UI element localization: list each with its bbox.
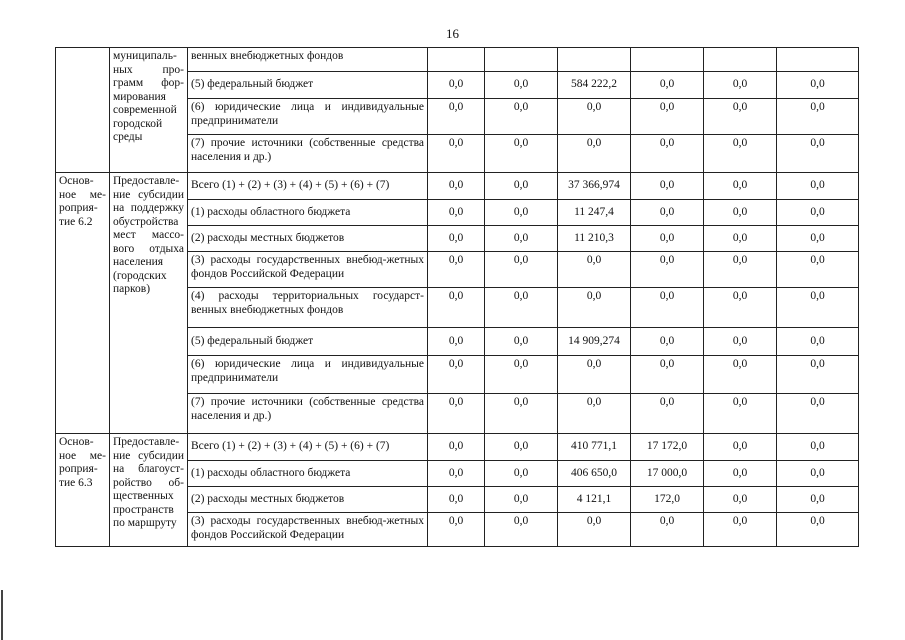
value-cell: 0,0	[485, 135, 558, 173]
value-cell	[777, 48, 859, 72]
value-cell: 0,0	[428, 394, 485, 434]
funding-source-cell: Всего (1) + (2) + (3) + (4) + (5) + (6) + (7)	[188, 173, 428, 200]
scan-edge-mark	[1, 590, 3, 640]
value-cell: 0,0	[631, 513, 704, 547]
value-cell: 0,0	[777, 394, 859, 434]
value-cell: 0,0	[485, 99, 558, 135]
table-row	[56, 434, 859, 461]
value-cell: 0,0	[428, 487, 485, 513]
value-cell: 0,0	[704, 252, 777, 288]
value-cell: 0,0	[485, 252, 558, 288]
value-cell: 11 247,4	[558, 200, 631, 226]
value-cell: 0,0	[704, 356, 777, 394]
value-cell: 0,0	[428, 200, 485, 226]
value-cell: 0,0	[558, 135, 631, 173]
value-cell: 0,0	[777, 135, 859, 173]
value-cell: 0,0	[704, 394, 777, 434]
value-cell: 0,0	[704, 173, 777, 200]
funding-source-cell: (1) расходы областного бюджета	[188, 200, 428, 226]
funding-source-cell: (5) федеральный бюджет	[188, 72, 428, 99]
value-cell: 0,0	[777, 328, 859, 356]
value-cell: 0,0	[428, 288, 485, 328]
value-cell: 0,0	[631, 394, 704, 434]
value-cell: 0,0	[704, 99, 777, 135]
value-cell	[558, 48, 631, 72]
value-cell: 0,0	[777, 461, 859, 487]
value-cell: 584 222,2	[558, 72, 631, 99]
value-cell: 0,0	[777, 487, 859, 513]
value-cell: 0,0	[777, 288, 859, 328]
value-cell: 0,0	[428, 173, 485, 200]
value-cell: 0,0	[485, 394, 558, 434]
funding-source-cell: (6) юридические лица и индивидуальные предприниматели	[188, 356, 428, 394]
funding-source-cell: (1) расходы областного бюджета	[188, 461, 428, 487]
value-cell: 0,0	[777, 72, 859, 99]
value-cell: 0,0	[428, 135, 485, 173]
value-cell: 0,0	[558, 394, 631, 434]
value-cell: 0,0	[631, 173, 704, 200]
value-cell: 172,0	[631, 487, 704, 513]
table-row	[56, 48, 859, 72]
value-cell: 0,0	[428, 513, 485, 547]
event-cell	[56, 48, 110, 173]
value-cell: 0,0	[704, 72, 777, 99]
value-cell: 17 000,0	[631, 461, 704, 487]
value-cell: 0,0	[704, 328, 777, 356]
value-cell: 0,0	[631, 288, 704, 328]
value-cell: 0,0	[631, 200, 704, 226]
value-cell: 0,0	[777, 226, 859, 252]
funding-source-cell: (2) расходы местных бюджетов	[188, 487, 428, 513]
value-cell: 0,0	[428, 356, 485, 394]
table-row	[56, 173, 859, 200]
value-cell	[485, 48, 558, 72]
value-cell: 0,0	[558, 513, 631, 547]
value-cell: 0,0	[704, 288, 777, 328]
budget-table	[55, 47, 859, 547]
funding-source-cell: (7) прочие источники (собственные средства населения и др.)	[188, 135, 428, 173]
value-cell: 0,0	[558, 356, 631, 394]
value-cell: 0,0	[485, 461, 558, 487]
value-cell	[631, 48, 704, 72]
value-cell: 0,0	[704, 434, 777, 461]
value-cell: 0,0	[631, 328, 704, 356]
value-cell: 406 650,0	[558, 461, 631, 487]
value-cell: 0,0	[704, 135, 777, 173]
value-cell: 0,0	[777, 434, 859, 461]
value-cell: 0,0	[631, 72, 704, 99]
value-cell: 0,0	[704, 461, 777, 487]
value-cell: 0,0	[485, 434, 558, 461]
funding-source-cell: (6) юридические лица и индивидуальные предприниматели	[188, 99, 428, 135]
value-cell: 0,0	[631, 135, 704, 173]
value-cell: 0,0	[428, 72, 485, 99]
value-cell: 0,0	[558, 252, 631, 288]
funding-source-cell: (5) федеральный бюджет	[188, 328, 428, 356]
value-cell: 0,0	[631, 226, 704, 252]
funding-source-cell: (7) прочие источники (собственные средства населения и др.)	[188, 394, 428, 434]
value-cell: 0,0	[558, 99, 631, 135]
value-cell: 0,0	[704, 513, 777, 547]
value-cell: 0,0	[631, 356, 704, 394]
value-cell: 0,0	[631, 252, 704, 288]
value-cell: 11 210,3	[558, 226, 631, 252]
value-cell: 37 366,974	[558, 173, 631, 200]
value-cell: 0,0	[428, 461, 485, 487]
value-cell: 0,0	[428, 434, 485, 461]
value-cell: 0,0	[777, 200, 859, 226]
value-cell: 0,0	[631, 99, 704, 135]
value-cell: 0,0	[777, 513, 859, 547]
value-cell: 0,0	[485, 200, 558, 226]
value-cell: 0,0	[485, 226, 558, 252]
program-name-cell: Предоставле-ние субсидии на поддержку обустройства мест массо-вого отдыха населения (городских парков)	[110, 173, 188, 434]
value-cell: 410 771,1	[558, 434, 631, 461]
value-cell: 14 909,274	[558, 328, 631, 356]
page-number: 16	[446, 26, 459, 41]
value-cell: 0,0	[485, 72, 558, 99]
value-cell: 0,0	[485, 173, 558, 200]
funding-source-cell: венных внебюджетных фондов	[188, 48, 428, 72]
value-cell: 4 121,1	[558, 487, 631, 513]
value-cell	[704, 48, 777, 72]
value-cell: 0,0	[485, 513, 558, 547]
value-cell: 0,0	[558, 288, 631, 328]
value-cell: 0,0	[428, 328, 485, 356]
value-cell: 17 172,0	[631, 434, 704, 461]
value-cell: 0,0	[704, 487, 777, 513]
value-cell	[428, 48, 485, 72]
funding-source-cell: Всего (1) + (2) + (3) + (4) + (5) + (6) + (7)	[188, 434, 428, 461]
funding-source-cell: (2) расходы местных бюджетов	[188, 226, 428, 252]
value-cell: 0,0	[777, 252, 859, 288]
event-cell: Основ-ное ме-роприя-тие 6.2	[56, 173, 110, 434]
funding-source-cell: (3) расходы государственных внебюд-жетных фондов Российской Федерации	[188, 513, 428, 547]
value-cell: 0,0	[777, 99, 859, 135]
value-cell: 0,0	[704, 200, 777, 226]
value-cell: 0,0	[428, 226, 485, 252]
program-name-cell: Предоставле-ние субсидии на благоуст-ройство об-щественных пространств по маршруту	[110, 434, 188, 547]
value-cell: 0,0	[704, 226, 777, 252]
funding-source-cell: (3) расходы государственных внебюд-жетных фондов Российской Федерации	[188, 252, 428, 288]
value-cell: 0,0	[777, 356, 859, 394]
value-cell: 0,0	[485, 328, 558, 356]
funding-source-cell: (4) расходы территориальных государст-венных внебюджетных фондов	[188, 288, 428, 328]
value-cell: 0,0	[428, 252, 485, 288]
event-cell: Основ-ное ме-роприя-тие 6.3	[56, 434, 110, 547]
value-cell: 0,0	[485, 288, 558, 328]
value-cell: 0,0	[485, 356, 558, 394]
value-cell: 0,0	[777, 173, 859, 200]
value-cell: 0,0	[485, 487, 558, 513]
value-cell: 0,0	[428, 99, 485, 135]
program-name-cell: муниципаль-ных про-грамм фор-мирования современной городской среды	[110, 48, 188, 173]
